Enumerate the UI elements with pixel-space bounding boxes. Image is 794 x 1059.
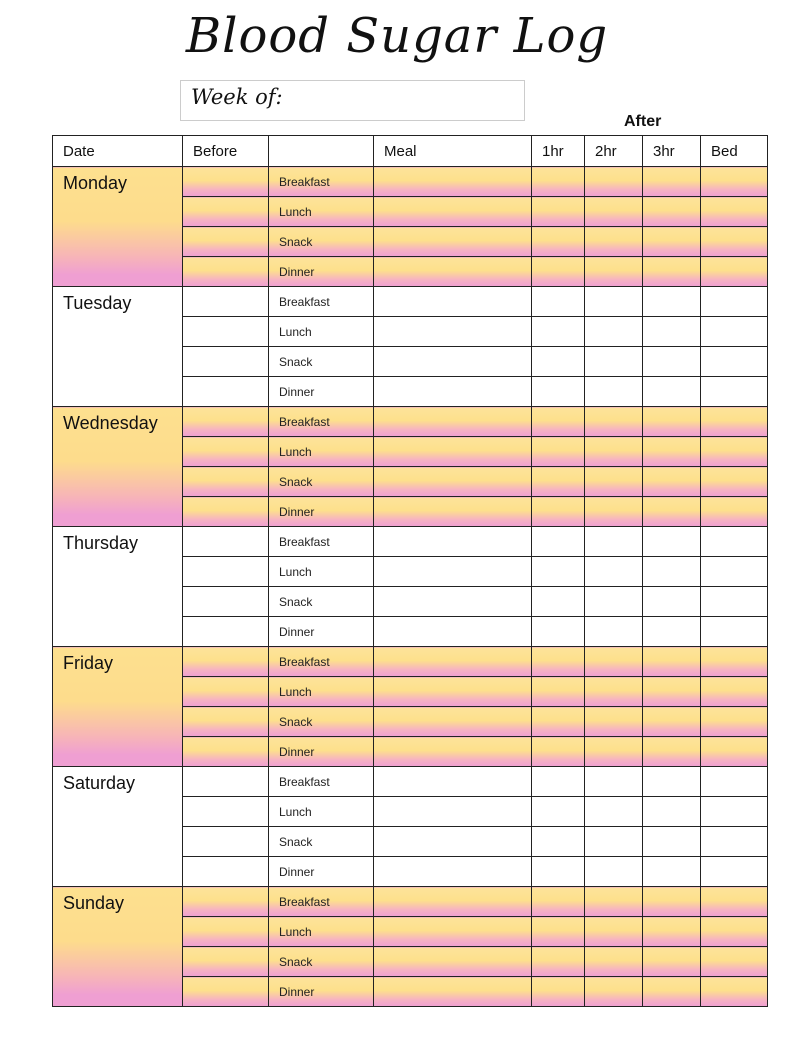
before-cell[interactable] [183,767,269,797]
meal-type-label: Snack [269,707,374,737]
1hr-cell[interactable] [532,887,585,917]
table-row [53,887,768,917]
meal-cell[interactable] [374,617,532,647]
2hr-cell[interactable] [585,707,643,737]
1hr-cell[interactable] [532,977,585,1007]
2hr-cell[interactable] [585,497,643,527]
week-of-field[interactable] [180,80,525,121]
table-row [53,527,768,557]
3hr-cell[interactable] [643,917,701,947]
bed-cell[interactable] [701,257,768,287]
meal-cell[interactable] [374,587,532,617]
bed-cell[interactable] [701,497,768,527]
bed-cell[interactable] [701,227,768,257]
meal-cell[interactable] [374,407,532,437]
1hr-cell[interactable] [532,497,585,527]
2hr-cell[interactable] [585,947,643,977]
3hr-cell[interactable] [643,197,701,227]
1hr-cell[interactable] [532,377,585,407]
bed-cell[interactable] [701,407,768,437]
header-bed: Bed [701,136,768,167]
1hr-cell[interactable] [532,467,585,497]
2hr-cell[interactable] [585,377,643,407]
day-label: Thursday [53,527,183,647]
2hr-cell[interactable] [585,647,643,677]
before-cell[interactable] [183,707,269,737]
bed-cell[interactable] [701,557,768,587]
meal-type-label: Lunch [269,677,374,707]
bed-cell[interactable] [701,317,768,347]
meal-type-label: Snack [269,827,374,857]
table-row [53,767,768,797]
meal-cell[interactable] [374,497,532,527]
meal-type-label: Dinner [269,377,374,407]
3hr-cell[interactable] [643,677,701,707]
meal-type-label: Dinner [269,977,374,1007]
meal-cell[interactable] [374,257,532,287]
3hr-cell[interactable] [643,977,701,1007]
before-cell[interactable] [183,557,269,587]
before-cell[interactable] [183,917,269,947]
1hr-cell[interactable] [532,917,585,947]
meal-type-label: Dinner [269,857,374,887]
meal-type-label: Breakfast [269,527,374,557]
meal-type-label: Dinner [269,497,374,527]
1hr-cell[interactable] [532,407,585,437]
header-before: Before [183,136,269,167]
1hr-cell[interactable] [532,287,585,317]
meal-cell[interactable] [374,977,532,1007]
2hr-cell[interactable] [585,257,643,287]
3hr-cell[interactable] [643,527,701,557]
2hr-cell[interactable] [585,287,643,317]
day-label: Sunday [53,887,183,1007]
2hr-cell[interactable] [585,767,643,797]
3hr-cell[interactable] [643,827,701,857]
day-label: Friday [53,647,183,767]
meal-type-label: Snack [269,227,374,257]
before-cell[interactable] [183,737,269,767]
before-cell[interactable] [183,227,269,257]
table-row [53,167,768,197]
before-cell[interactable] [183,797,269,827]
meal-type-label: Lunch [269,197,374,227]
before-cell[interactable] [183,527,269,557]
2hr-cell[interactable] [585,677,643,707]
meal-cell[interactable] [374,227,532,257]
bed-cell[interactable] [701,827,768,857]
before-cell[interactable] [183,887,269,917]
3hr-cell[interactable] [643,167,701,197]
3hr-cell[interactable] [643,617,701,647]
meal-type-label: Dinner [269,257,374,287]
meal-cell[interactable] [374,767,532,797]
3hr-cell[interactable] [643,227,701,257]
blood-sugar-table [52,135,768,1007]
meal-type-label: Breakfast [269,767,374,797]
2hr-cell[interactable] [585,827,643,857]
bed-cell[interactable] [701,857,768,887]
before-cell[interactable] [183,617,269,647]
meal-cell[interactable] [374,467,532,497]
day-label: Wednesday [53,407,183,527]
meal-type-label: Snack [269,347,374,377]
before-cell[interactable] [183,587,269,617]
3hr-cell[interactable] [643,947,701,977]
bed-cell[interactable] [701,647,768,677]
meal-type-label: Lunch [269,437,374,467]
before-cell[interactable] [183,647,269,677]
1hr-cell[interactable] [532,527,585,557]
2hr-cell[interactable] [585,317,643,347]
meal-type-label: Lunch [269,917,374,947]
header-row [53,136,768,167]
meal-cell[interactable] [374,377,532,407]
before-cell[interactable] [183,827,269,857]
meal-type-label: Dinner [269,737,374,767]
1hr-cell[interactable] [532,797,585,827]
2hr-cell[interactable] [585,737,643,767]
meal-type-label: Lunch [269,557,374,587]
meal-cell[interactable] [374,287,532,317]
1hr-cell[interactable] [532,947,585,977]
bed-cell[interactable] [701,617,768,647]
3hr-cell[interactable] [643,287,701,317]
meal-cell[interactable] [374,677,532,707]
meal-cell[interactable] [374,737,532,767]
meal-cell[interactable] [374,797,532,827]
2hr-cell[interactable] [585,227,643,257]
meal-cell[interactable] [374,647,532,677]
2hr-cell[interactable] [585,437,643,467]
meal-type-label: Snack [269,587,374,617]
before-cell[interactable] [183,977,269,1007]
bed-cell[interactable] [701,167,768,197]
1hr-cell[interactable] [532,587,585,617]
3hr-cell[interactable] [643,377,701,407]
meal-cell[interactable] [374,947,532,977]
2hr-cell[interactable] [585,407,643,437]
bed-cell[interactable] [701,917,768,947]
before-cell[interactable] [183,497,269,527]
1hr-cell[interactable] [532,197,585,227]
1hr-cell[interactable] [532,647,585,677]
2hr-cell[interactable] [585,197,643,227]
bed-cell[interactable] [701,947,768,977]
day-label: Saturday [53,767,183,887]
meal-type-label: Breakfast [269,167,374,197]
1hr-cell[interactable] [532,227,585,257]
page-title: Blood Sugar Log [185,8,609,64]
before-cell[interactable] [183,197,269,227]
bed-cell[interactable] [701,197,768,227]
header-2hr: 2hr [585,136,643,167]
meal-type-label: Snack [269,467,374,497]
2hr-cell[interactable] [585,167,643,197]
bed-cell[interactable] [701,587,768,617]
2hr-cell[interactable] [585,587,643,617]
3hr-cell[interactable] [643,497,701,527]
3hr-cell[interactable] [643,317,701,347]
3hr-cell[interactable] [643,647,701,677]
before-cell[interactable] [183,317,269,347]
meal-cell[interactable] [374,857,532,887]
3hr-cell[interactable] [643,557,701,587]
3hr-cell[interactable] [643,797,701,827]
meal-cell[interactable] [374,557,532,587]
bed-cell[interactable] [701,347,768,377]
before-cell[interactable] [183,167,269,197]
header-meal: Meal [374,136,532,167]
2hr-cell[interactable] [585,917,643,947]
table-row [53,287,768,317]
2hr-cell[interactable] [585,797,643,827]
meal-cell[interactable] [374,347,532,377]
before-cell[interactable] [183,857,269,887]
header-meal-type [269,136,374,167]
3hr-cell[interactable] [643,737,701,767]
bed-cell[interactable] [701,677,768,707]
1hr-cell[interactable] [532,707,585,737]
bed-cell[interactable] [701,737,768,767]
week-of-label: Week of: [191,85,283,109]
header-3hr: 3hr [643,136,701,167]
day-label: Monday [53,167,183,287]
bed-cell[interactable] [701,437,768,467]
meal-type-label: Breakfast [269,407,374,437]
before-cell[interactable] [183,947,269,977]
1hr-cell[interactable] [532,317,585,347]
1hr-cell[interactable] [532,617,585,647]
1hr-cell[interactable] [532,347,585,377]
bed-cell[interactable] [701,767,768,797]
meal-cell[interactable] [374,887,532,917]
before-cell[interactable] [183,437,269,467]
3hr-cell[interactable] [643,437,701,467]
meal-type-label: Lunch [269,317,374,347]
after-label: After [624,113,662,130]
1hr-cell[interactable] [532,767,585,797]
bed-cell[interactable] [701,377,768,407]
bed-cell[interactable] [701,797,768,827]
3hr-cell[interactable] [643,257,701,287]
before-cell[interactable] [183,257,269,287]
meal-type-label: Breakfast [269,287,374,317]
2hr-cell[interactable] [585,347,643,377]
2hr-cell[interactable] [585,977,643,1007]
3hr-cell[interactable] [643,407,701,437]
meal-type-label: Breakfast [269,887,374,917]
before-cell[interactable] [183,407,269,437]
meal-cell[interactable] [374,317,532,347]
meal-type-label: Breakfast [269,647,374,677]
1hr-cell[interactable] [532,857,585,887]
bed-cell[interactable] [701,467,768,497]
2hr-cell[interactable] [585,557,643,587]
2hr-cell[interactable] [585,887,643,917]
1hr-cell[interactable] [532,437,585,467]
meal-cell[interactable] [374,167,532,197]
before-cell[interactable] [183,347,269,377]
1hr-cell[interactable] [532,557,585,587]
table-row [53,407,768,437]
meal-cell[interactable] [374,527,532,557]
bed-cell[interactable] [701,707,768,737]
before-cell[interactable] [183,677,269,707]
1hr-cell[interactable] [532,827,585,857]
table-row [53,647,768,677]
meal-type-label: Dinner [269,617,374,647]
header-date: Date [53,136,183,167]
3hr-cell[interactable] [643,707,701,737]
1hr-cell[interactable] [532,257,585,287]
3hr-cell[interactable] [643,467,701,497]
meal-type-label: Lunch [269,797,374,827]
bed-cell[interactable] [701,887,768,917]
bed-cell[interactable] [701,287,768,317]
meal-cell[interactable] [374,437,532,467]
3hr-cell[interactable] [643,767,701,797]
3hr-cell[interactable] [643,347,701,377]
3hr-cell[interactable] [643,887,701,917]
meal-cell[interactable] [374,827,532,857]
header-1hr: 1hr [532,136,585,167]
1hr-cell[interactable] [532,737,585,767]
before-cell[interactable] [183,467,269,497]
2hr-cell[interactable] [585,617,643,647]
1hr-cell[interactable] [532,167,585,197]
day-label: Tuesday [53,287,183,407]
before-cell[interactable] [183,287,269,317]
meal-cell[interactable] [374,197,532,227]
2hr-cell[interactable] [585,527,643,557]
2hr-cell[interactable] [585,857,643,887]
bed-cell[interactable] [701,977,768,1007]
before-cell[interactable] [183,377,269,407]
3hr-cell[interactable] [643,587,701,617]
meal-type-label: Snack [269,947,374,977]
bed-cell[interactable] [701,527,768,557]
meal-cell[interactable] [374,917,532,947]
1hr-cell[interactable] [532,677,585,707]
2hr-cell[interactable] [585,467,643,497]
3hr-cell[interactable] [643,857,701,887]
meal-cell[interactable] [374,707,532,737]
